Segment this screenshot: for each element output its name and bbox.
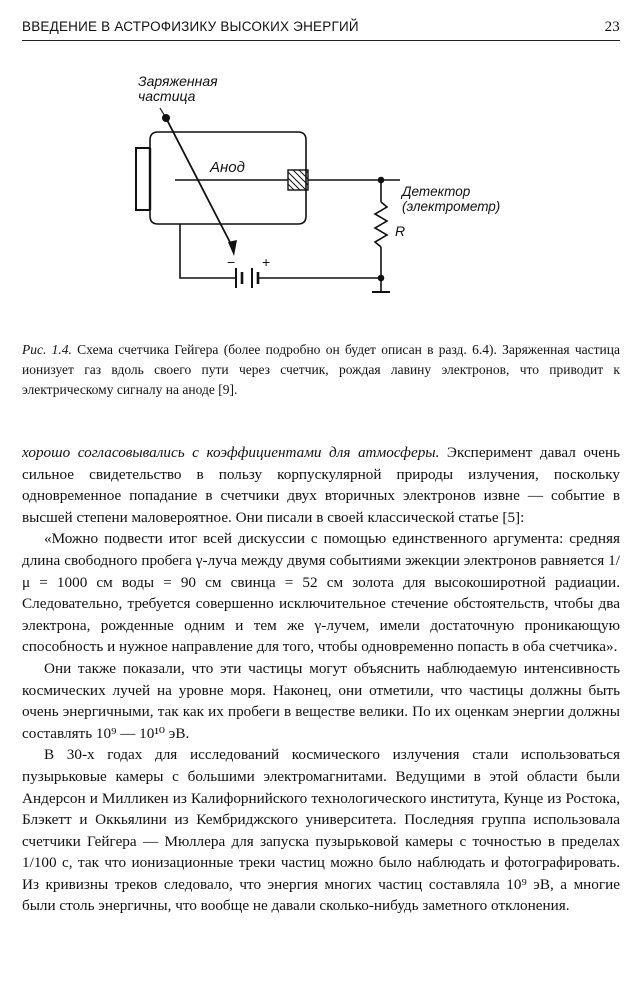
figure-caption bbox=[22, 340, 620, 400]
label-battery-minus: − bbox=[227, 254, 236, 270]
label-charged-particle: Заряженная частица bbox=[138, 73, 218, 104]
counter-tube bbox=[150, 132, 306, 224]
paragraph-quote: «Можно подвести итог всей дискуссии с помощью единственного аргумента: средняя длина свободного пробега γ-луча между двумя событиями эжекции электронов равняется 1/μ = 1000 см воды = 90 см свинца = 52 см золота для высокоширотной радиации. Следовательно, требуется совершенно исключительное стечение обстоятельств, чтобы два электрона, рожденные одним и тем же γ-лучем, имели достаточную проникающую способность и нужное направление для того, чтобы одновременно попасть в оба счетчика». bbox=[22, 530, 620, 656]
paragraph-3: Они также показали, что эти частицы могут объяснить наблюдаемую интенсивность космических лучей на уровне моря. Наконец, они отметили, что частицы должны быть очень энергичными, так как их пробеги в веществе велики. По их оценкам энергии должны составлять 10⁹ — 10¹⁰ эВ. bbox=[22, 659, 620, 742]
paragraph-1 bbox=[22, 442, 620, 528]
running-head-title: ВВЕДЕНИЕ В АСТРОФИЗИКУ ВЫСОКИХ ЭНЕРГИЙ bbox=[22, 19, 359, 34]
paragraph-4: В 30-х годах для исследований космического излучения стали использоваться пузырьковые камеры с большими электромагнитами. Ведущими в этой области были Андерсон и Милликен из Калифорнийского технологического института, Кунце из Ростока, Блэкетт и Оккьялини из Кембриджского университета. Последняя группа использовала счетчики Гейгера — Мюллера для запуска пузырьковой камеры с точностью в пределах 1/100 с, так что ионизационные треки частиц можно было наблюдать и фотографировать. Из кривизны треков следовало, что энергия многих частиц составляла 10⁹ эВ, а многие были столь энергичны, что вообще не давали сколько-нибудь заметного отклонения. bbox=[22, 746, 620, 915]
label-detector: Детектор (электрометр) bbox=[402, 184, 501, 214]
label-resistor: R bbox=[395, 223, 406, 239]
label-battery-plus: + bbox=[262, 254, 271, 270]
paragraph-1-rest: Эксперимент давал очень сильное свидетельство в пользу корпускулярной природы излучения, поскольку одновременное попадание в счетчики двух вторичных электронов извне — событие в высшей степени маловероятное. Они писали в своей классической статье [5]: bbox=[22, 444, 621, 526]
particle-track bbox=[166, 118, 234, 250]
page-number: 23 bbox=[604, 19, 620, 35]
body-text bbox=[22, 442, 620, 917]
caption-label: Рис. 1.4. bbox=[22, 342, 72, 357]
resistor-r bbox=[375, 202, 387, 247]
paragraph-1-italic: хорошо согласовывались с коэффициентами для атмосферы. bbox=[22, 444, 440, 461]
tube-end-cap bbox=[136, 148, 150, 210]
label-anode: Анод bbox=[210, 159, 245, 176]
geiger-counter-figure bbox=[110, 62, 501, 324]
running-head bbox=[22, 14, 620, 41]
caption-text: Схема счетчика Гейгера (более подробно он будет описан в разд. 6.4). Заряженная частица ионизует газ вдоль своего пути через счетчик, рождая лавину электронов, что приводит к электрическому сигналу на аноде [9]. bbox=[22, 342, 620, 397]
